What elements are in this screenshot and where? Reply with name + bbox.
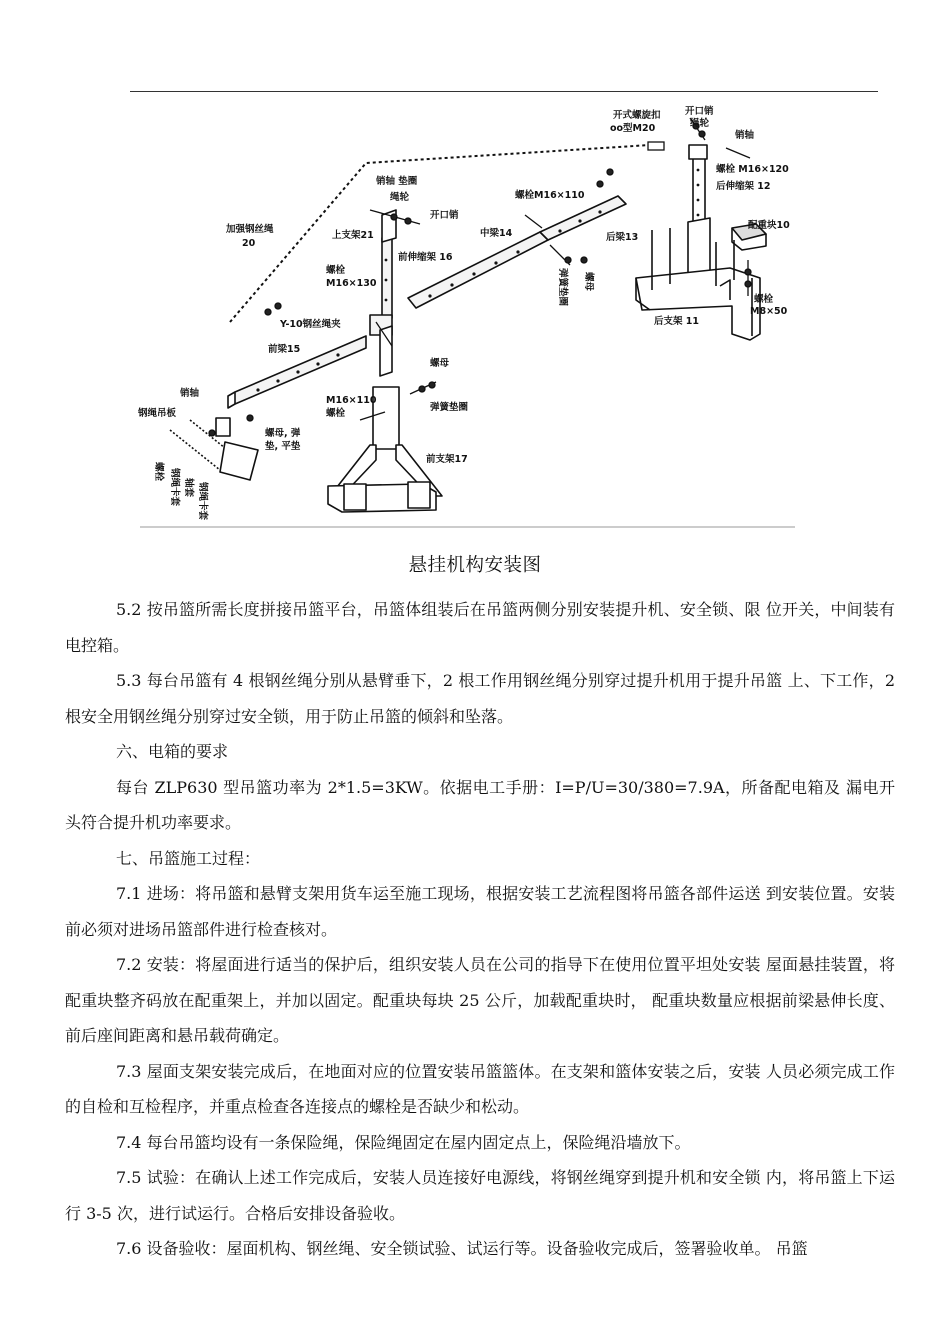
label-bolt-m8x50-b: M8×50 (750, 306, 788, 317)
heading-section-6: 六、电箱的要求 (116, 742, 229, 761)
front-beam (235, 336, 366, 404)
label-spring-washer-mid: 弹簧垫圈 (557, 268, 568, 307)
paragraph-7-1: 7.1 进场：将吊篮和悬臂支架用货车运至施工现场，根据安装工艺流程图将吊篮各部件运送 到安装位置。安装前必须对进场吊篮部件进行检查核对。 (65, 884, 895, 939)
label-y10-clamp: Y-10钢丝绳夹 (280, 319, 341, 330)
label-bolt-m16x130-a: 螺栓 (326, 265, 346, 276)
paragraph-7-6: 7.6 设备验收：屋面机构、钢丝绳、安全锁试验、试运行等。设备验收完成后，签署验收单。 吊篮 (116, 1239, 808, 1258)
label-rope-clamp-vertical-2: 钢绳卡套 (197, 482, 208, 521)
label-nut-spring-flat-b: 垫, 平垫 (265, 441, 301, 452)
paragraph-7-5: 7.5 试验：在确认上述工作完成后，安装人员连接好电源线，将钢丝绳穿到提升机和安全锁 内，将吊篮上下运行 3-5 次，进行试运行。合格后安排设备验收。 (65, 1168, 895, 1223)
paragraph-power: 每台 ZLP630 型吊篮功率为 2*1.5=3KW。依据电工手册：I=P/U=30/380=7.9A，所备配电箱及 漏电开头符合提升机功率要求。 (65, 777, 895, 832)
paragraph-7-3: 7.3 屋面支架安装完成后，在地面对应的位置安装吊篮篮体。在支架和篮体安装之后，安装 人员必须完成工作的自检和互检程序，并重点检查各连接点的螺栓是否缺少和松动。 (65, 1061, 895, 1116)
label-pin-shaft-washer: 销轴 垫圈 (376, 176, 418, 187)
paragraph-5-3: 5.3 每台吊篮有 4 根钢丝绳分别从悬臂垂下，2 根工作用钢丝绳分别穿过提升机用于提升吊篮 上、下工作，2 根安全用钢丝绳分别穿过安全锁，用于防止吊篮的倾斜和坠落。 (65, 671, 895, 726)
paragraph-7-4: 7.4 每台吊篮均设有一条保险绳，保险绳固定在屋内固定点上，保险绳沿墙放下。 (116, 1132, 691, 1152)
label-rear-beam: 后梁13 (606, 232, 639, 243)
label-counterweight: 配重块10 (748, 220, 790, 231)
label-bolt-m8x50-a: 螺栓 (754, 294, 774, 305)
label-oo-m20: oo型M20 (610, 123, 656, 134)
label-open-turnbuckle: 开式螺旋扣 (613, 110, 661, 121)
paragraph-5-2: 5.2 按吊篮所需长度拼接吊篮平台，吊篮体组装后在吊篮两侧分别安装提升机、安全锁、限 位开关，中间装有电控箱。 (65, 600, 895, 655)
label-pulley-mid: 绳轮 (390, 192, 410, 203)
label-pin-shaft-top: 销轴 (735, 130, 755, 141)
label-upper-support: 上支架21 (332, 230, 374, 241)
label-rope-clamp-vertical-1: 钢绳卡套 (169, 468, 180, 507)
label-nut-spring-flat-a: 螺母, 弹 (265, 428, 301, 439)
rope-hanger-plate (216, 418, 230, 436)
label-rear-support: 后支架 11 (654, 316, 700, 327)
label-open-pin-top: 开口销 (685, 106, 714, 117)
label-front-beam: 前梁15 (268, 344, 301, 355)
label-open-pin-mid: 开口销 (430, 210, 459, 221)
label-reinforce-rope-no: 20 (242, 238, 256, 249)
label-rear-ext-frame: 后伸缩架 12 (716, 181, 771, 192)
label-bolt-m16x120: 螺栓 M16×120 (716, 164, 789, 175)
label-m16x110-front: M16×110 (326, 395, 377, 406)
label-reinforce-rope: 加强钢丝绳 (226, 224, 274, 235)
label-bolt-m16x130-b: M16×130 (326, 278, 377, 289)
heading-section-7: 七、吊篮施工过程： (116, 848, 261, 868)
label-bolt-front: 螺栓 (326, 408, 346, 419)
label-front-support: 前支架17 (426, 454, 468, 465)
front-ext-frame (382, 234, 392, 322)
body-text (65, 592, 895, 1267)
figure-caption: 悬挂机构安装图 (408, 555, 542, 576)
paragraph-7-2: 7.2 安装：将屋面进行适当的保护后，组织安装人员在公司的指导下在使用位置平坦处安装 屋面悬挂装置，将配重块整齐码放在配重架上，并加以固定。配重块每块 25 公斤，加载配重块时， 配重块数量应根据前梁悬伸长度、前后座间距离和悬吊载荷确定。 (65, 955, 895, 1045)
label-spring-washer-front: 弹簧垫圈 (430, 402, 469, 413)
label-shaft-sleeve-vertical: 轴套 (183, 478, 194, 498)
label-front-ext-frame: 前伸缩架 16 (398, 252, 453, 263)
label-nut-mid: 螺母 (583, 272, 594, 292)
label-pulley-top: 绳轮 (690, 118, 710, 129)
suspension-mechanism-diagram (130, 100, 820, 532)
label-mid-beam: 中梁14 (480, 228, 513, 239)
label-bolt-vertical: 螺栓 (153, 462, 164, 482)
label-nut-front: 螺母 (430, 358, 450, 369)
label-bolt-m16x110-top: 螺栓M16×110 (515, 190, 585, 201)
label-pin-shaft-front: 销轴 (180, 388, 200, 399)
label-rope-hanger: 钢绳吊板 (138, 408, 177, 419)
header-rule (130, 91, 878, 92)
